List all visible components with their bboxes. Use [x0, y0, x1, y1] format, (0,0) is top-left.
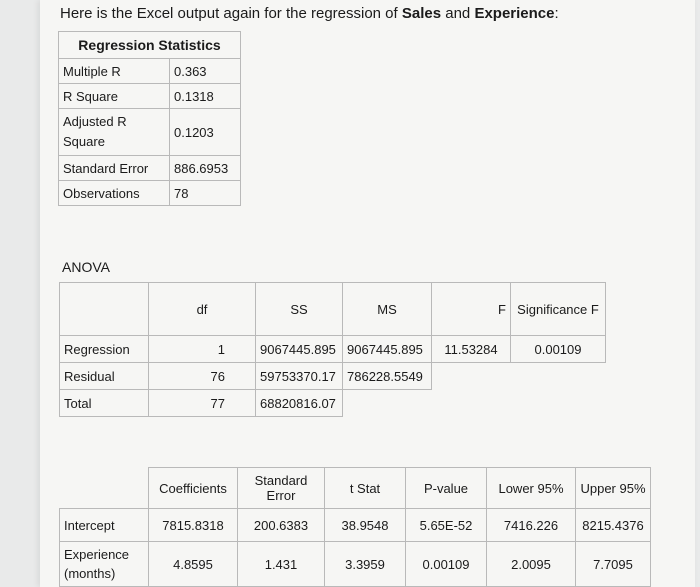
table-row — [60, 336, 606, 363]
anova-header: SS — [256, 283, 343, 336]
coef-tstat: 38.9548 — [325, 509, 406, 542]
stat-label: Observations — [59, 181, 170, 206]
table-row — [59, 59, 241, 84]
anova-header — [60, 283, 149, 336]
stat-label: R Square — [59, 84, 170, 109]
anova-ms — [343, 390, 432, 417]
anova-sig — [511, 363, 606, 390]
coef-pvalue: 5.65E-52 — [406, 509, 487, 542]
stat-value: 0.363 — [170, 59, 241, 84]
coef-value: 4.8595 — [149, 542, 238, 587]
anova-df: 77 — [149, 390, 256, 417]
stat-value: 886.6953 — [170, 156, 241, 181]
intro-var-sales: Sales — [401, 5, 442, 22]
coef-pvalue: 0.00109 — [406, 542, 487, 587]
coef-se: 200.6383 — [238, 509, 325, 542]
coefficients-table — [59, 467, 651, 587]
coef-upper95: 7.7095 — [576, 542, 651, 587]
coef-se: 1.431 — [238, 542, 325, 587]
table-row — [59, 109, 241, 156]
anova-df: 76 — [149, 363, 256, 390]
table-row — [59, 84, 241, 109]
intro-mid: and — [441, 5, 475, 22]
anova-f — [432, 390, 511, 417]
coef-header: Coefficients — [149, 468, 238, 509]
intro-suffix: : — [554, 5, 559, 22]
coef-header — [60, 468, 149, 509]
anova-ms: 786228.5549 — [343, 363, 432, 390]
coef-row-label: Intercept — [60, 509, 149, 542]
regression-statistics-table — [58, 31, 241, 206]
table-row — [60, 363, 606, 390]
coef-header: Standard Error — [238, 468, 325, 509]
anova-f: 11.53284 — [432, 336, 511, 363]
stat-value: 0.1203 — [170, 109, 241, 156]
anova-ss: 9067445.895 — [256, 336, 343, 363]
anova-table — [59, 282, 606, 417]
table-header-row — [60, 468, 651, 509]
anova-row-label: Total — [60, 390, 149, 417]
anova-title: ANOVA — [62, 259, 110, 275]
regression-statistics-title: Regression Statistics — [59, 32, 241, 59]
coef-lower95: 7416.226 — [487, 509, 576, 542]
anova-header: MS — [343, 283, 432, 336]
anova-ss: 59753370.17 — [256, 363, 343, 390]
table-row — [60, 390, 606, 417]
anova-header: df — [149, 283, 256, 336]
anova-header: F — [432, 283, 511, 336]
table-row — [59, 156, 241, 181]
anova-sig — [511, 390, 606, 417]
coef-header: P-value — [406, 468, 487, 509]
coef-tstat: 3.3959 — [325, 542, 406, 587]
anova-f — [432, 363, 511, 390]
stat-value: 78 — [170, 181, 241, 206]
table-row — [59, 181, 241, 206]
intro-var-experience: Experience — [474, 5, 555, 22]
anova-header: Significance F — [511, 283, 606, 336]
coef-header: Upper 95% — [576, 468, 651, 509]
table-row — [60, 542, 651, 587]
intro-text — [60, 5, 559, 22]
anova-ms: 9067445.895 — [343, 336, 432, 363]
anova-ss: 68820816.07 — [256, 390, 343, 417]
coef-lower95: 2.0095 — [487, 542, 576, 587]
anova-row-label: Regression — [60, 336, 149, 363]
anova-df: 1 — [149, 336, 256, 363]
coef-upper95: 8215.4376 — [576, 509, 651, 542]
coef-row-label: Experience (months) — [60, 542, 149, 587]
stat-value: 0.1318 — [170, 84, 241, 109]
stat-label: Multiple R — [59, 59, 170, 84]
stat-label: Standard Error — [59, 156, 170, 181]
coef-header: Lower 95% — [487, 468, 576, 509]
coef-value: 7815.8318 — [149, 509, 238, 542]
anova-row-label: Residual — [60, 363, 149, 390]
intro-prefix: Here is the Excel output again for the regression of — [60, 5, 402, 22]
coef-header: t Stat — [325, 468, 406, 509]
table-header-row — [60, 283, 606, 336]
stat-label: Adjusted R Square — [59, 109, 170, 156]
table-row — [60, 509, 651, 542]
anova-sig: 0.00109 — [511, 336, 606, 363]
